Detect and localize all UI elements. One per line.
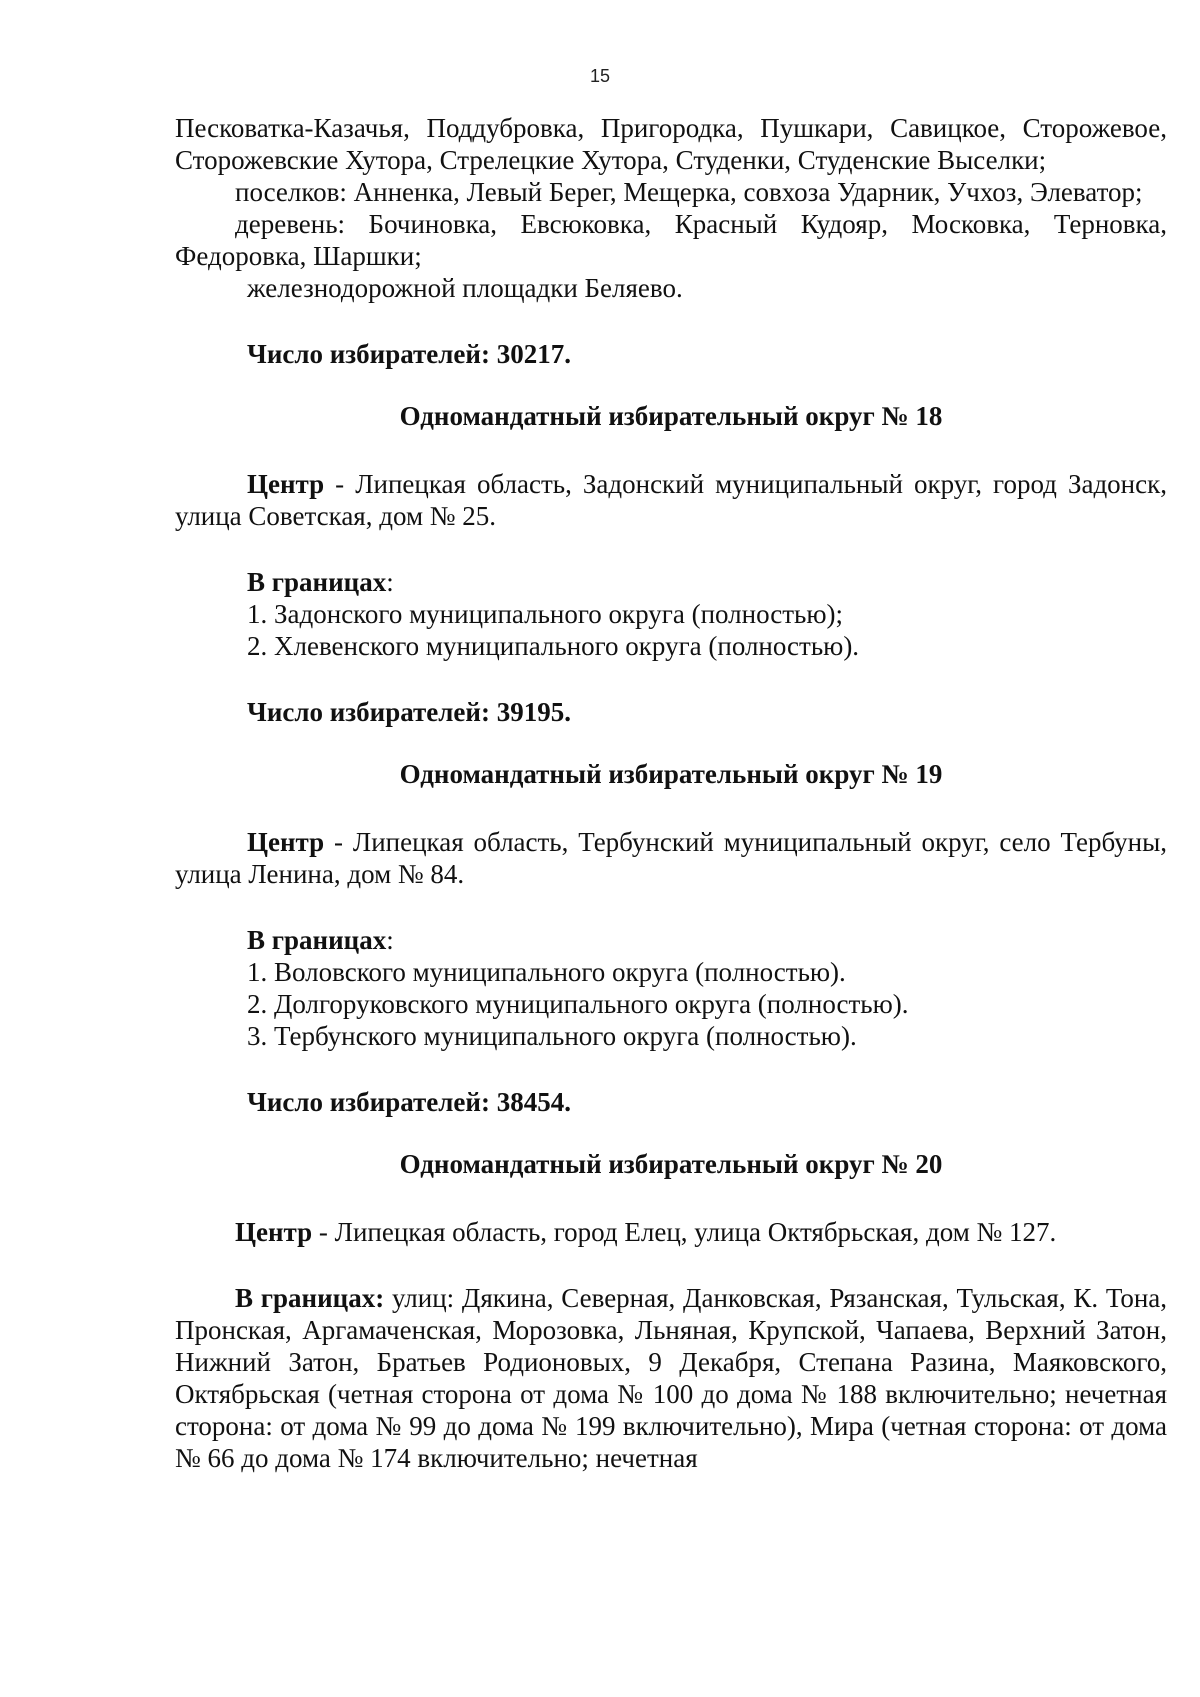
district-18-title: Одномандатный избирательный округ № 18	[399, 401, 943, 431]
villages-continuation: Песковатка-Казачья, Поддубровка, Пригородка, Пушкари, Савицкое, Сторожевое, Сторожевские Хутора, Стрелецкие Хутора, Студенки, Студенские Выселки;	[175, 113, 1167, 175]
district-19-title: Одномандатный избирательный округ № 19	[399, 759, 943, 789]
district-20-center	[175, 1216, 1167, 1248]
list-item: 1. Воловского муниципального округа (полностью).	[247, 957, 846, 987]
list-item: 2. Хлевенского муниципального округа (полностью).	[247, 631, 860, 661]
voters-count-18: Число избирателей: 39195.	[247, 697, 571, 727]
center-text: - Липецкая область, Тербунский муниципальный округ, село Тербуны, улица Ленина, дом № 84.	[175, 827, 1167, 889]
center-text: - Липецкая область, город Елец, улица Октябрьская, дом № 127.	[312, 1217, 1057, 1247]
district-18-center	[175, 468, 1167, 532]
document-body	[175, 112, 1167, 1474]
bounds-label: В границах	[247, 567, 387, 597]
page-number: 15	[589, 66, 611, 86]
list-item: 1. Задонского муниципального округа (полностью);	[247, 599, 844, 629]
list-item: 2. Долгоруковского муниципального округа (полностью).	[247, 989, 909, 1019]
voters-count-19: Число избирателей: 38454.	[247, 1087, 571, 1117]
bounds-text: улиц: Дякина, Северная, Данковская, Рязанская, Тульская, К. Тона, Пронская, Аргамаченская, Морозовка, Льняная, Крупской, Чапаева, Верхний Затон, Нижний Затон, Братьев Родионовых, 9 Декабря, Степана Разина, Маяковского, Октябрьская (четная сторона от дома № 100 до дома № 188 включительно; нечетная сторона: от дома № 99 до дома № 199 включительно), Мира (четная сторона: от дома № 66 до дома № 174 включительно; нечетная	[175, 1283, 1167, 1473]
district-18-bounds-heading: В границах:	[247, 567, 394, 597]
hamlets-paragraph: деревень: Бочиновка, Евсюковка, Красный Кудояр, Московка, Терновка, Федоровка, Шаршки;	[175, 209, 1167, 271]
center-label: Центр	[247, 827, 325, 857]
district-20-bounds	[175, 1282, 1167, 1474]
list-item: 3. Тербунского муниципального округа (полностью).	[247, 1021, 857, 1051]
voters-count-17: Число избирателей: 30217.	[247, 339, 571, 369]
district-20-title: Одномандатный избирательный округ № 20	[399, 1149, 943, 1179]
railway-paragraph: железнодорожной площадки Беляево.	[247, 273, 683, 303]
center-text: - Липецкая область, Задонский муниципальный округ, город Задонск, улица Советская, дом № 25.	[175, 469, 1167, 531]
center-label: Центр	[235, 1217, 313, 1247]
settlements-paragraph: поселков: Анненка, Левый Берег, Мещерка, совхоза Ударник, Учхоз, Элеватор;	[235, 177, 1143, 207]
district-19-bounds-heading: В границах:	[247, 925, 394, 955]
district-19-center	[175, 826, 1167, 890]
center-label: Центр	[247, 469, 325, 499]
bounds-label: В границах:	[235, 1283, 385, 1313]
bounds-label: В границах	[247, 925, 387, 955]
